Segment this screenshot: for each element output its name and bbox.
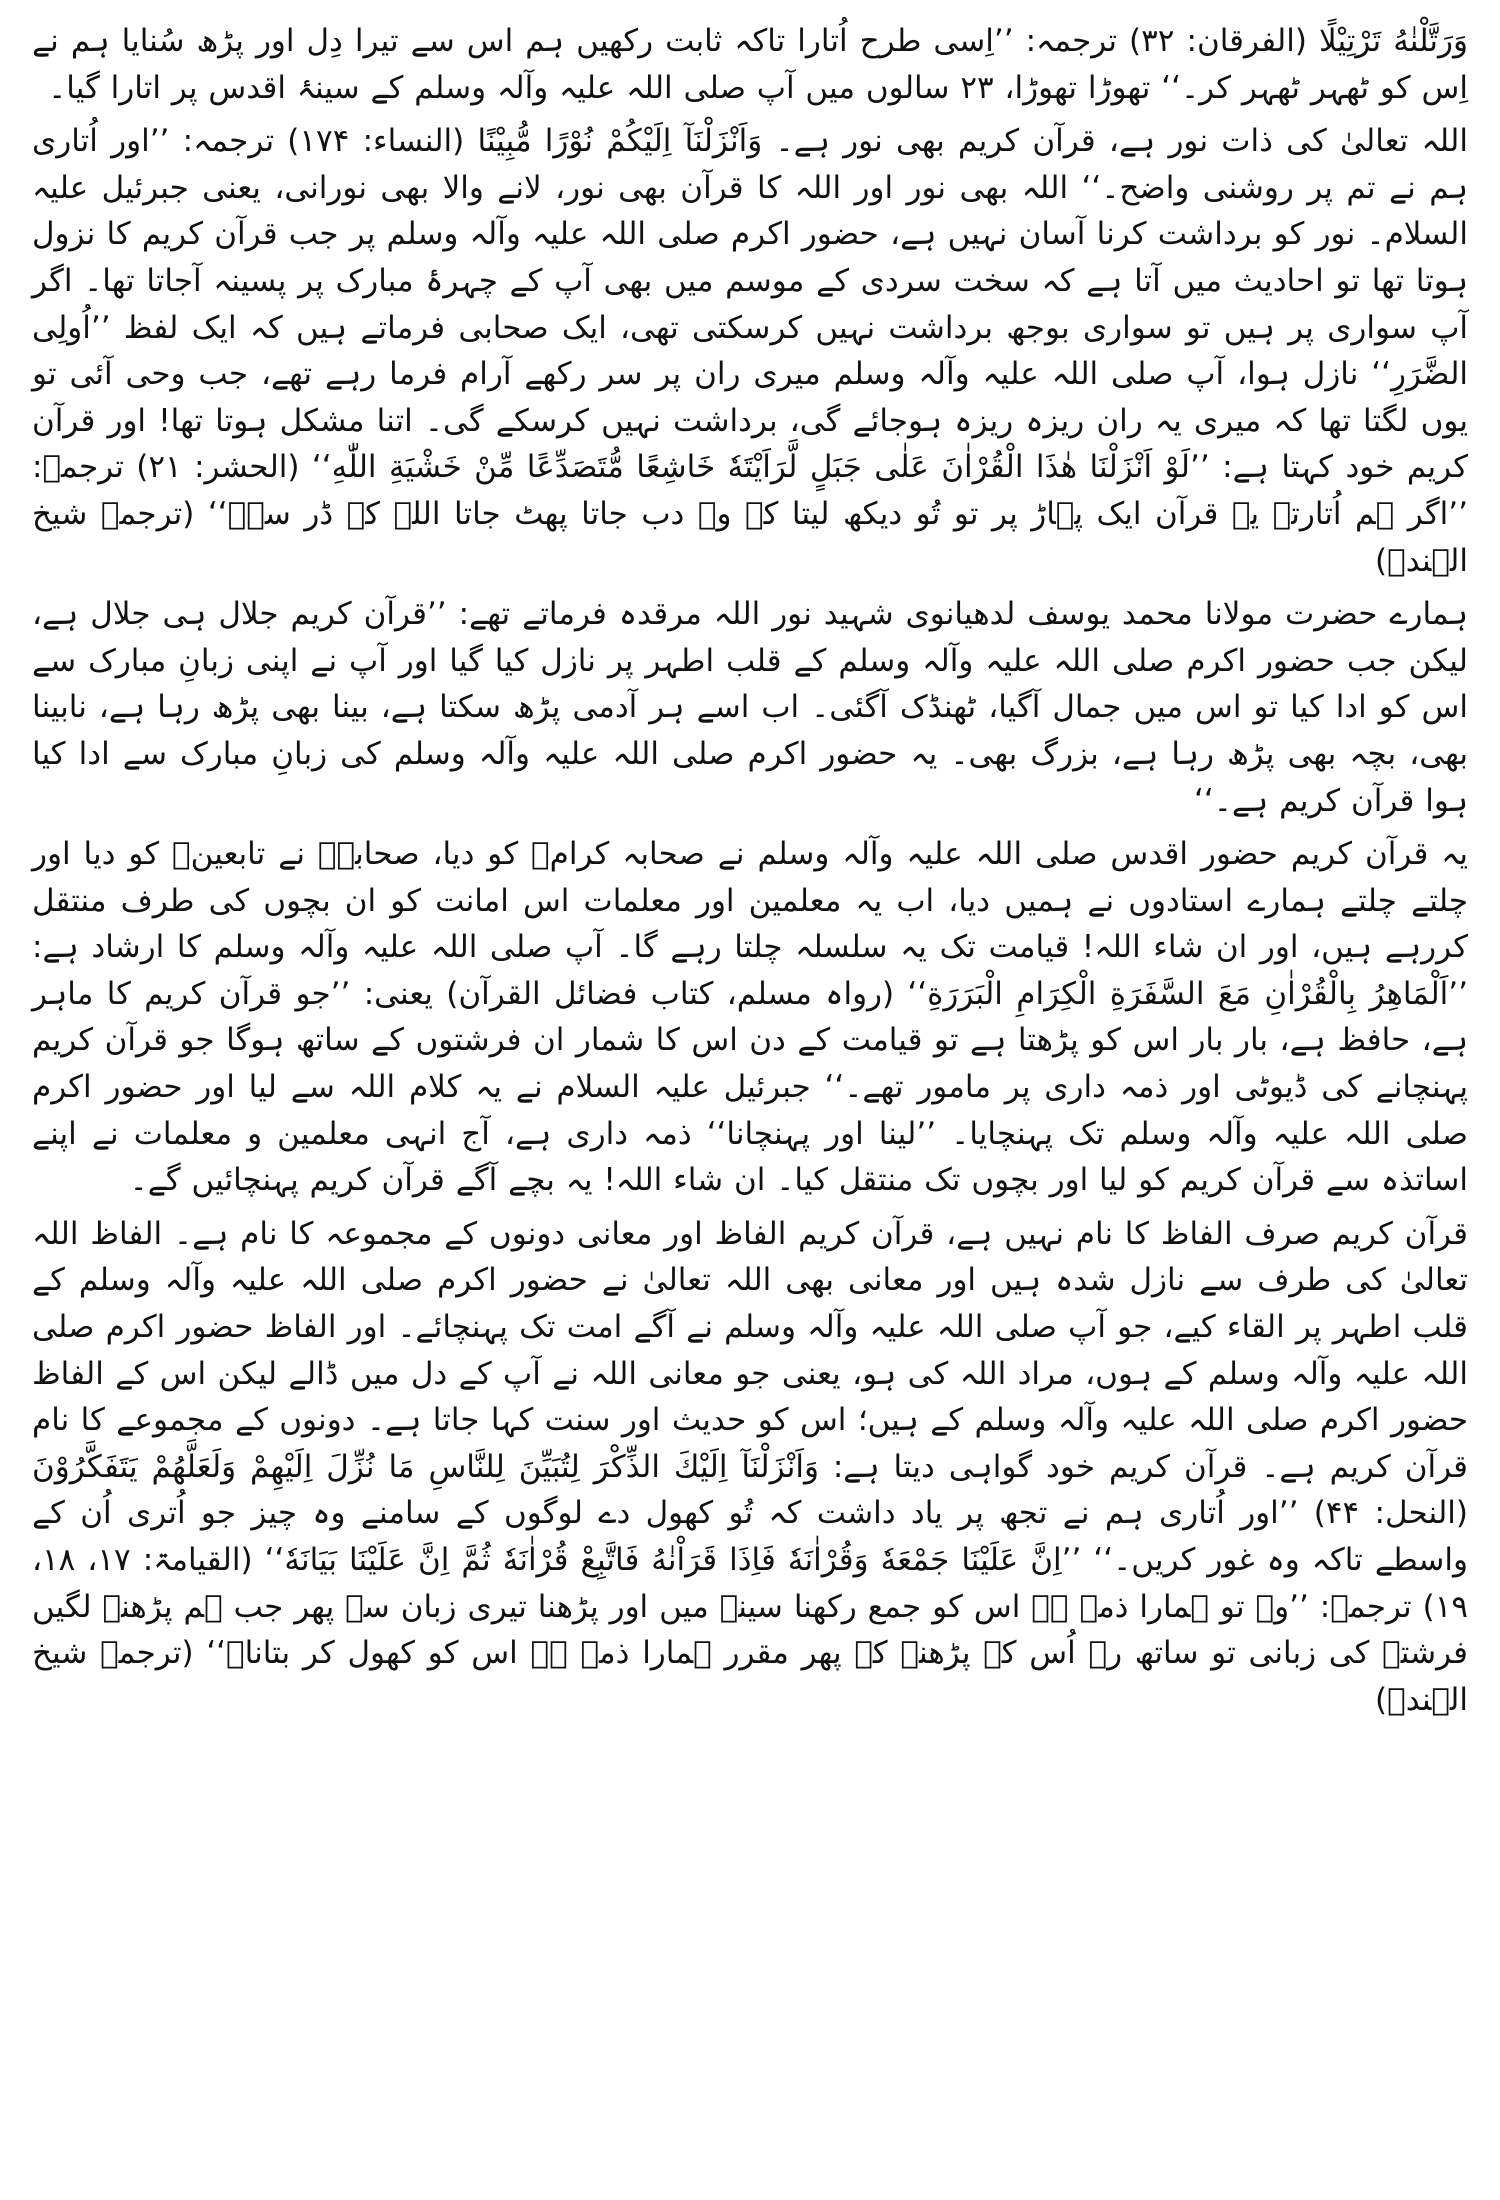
- urdu-text-body: [32, 18, 1468, 1723]
- paragraph-revelation-gradual: وَرَتَّلْنٰهُ تَرْتِيْلًا (الفرقان: ۳۲) ترجمہ: ’’اِسی طرح اُتارا تاکہ ثابت رکھیں ہم اس سے تیرا دِل اور پڑھ سُنایا ہم نے اِس کو ٹھہر ٹھہر کر۔‘‘ تھوڑا تھوڑا، ۲۳ سالوں میں آپ صلی اللہ علیہ وآلہ وسلم کے سینۂ اقدس پر اتارا گیا۔: [32, 23, 1468, 106]
- paragraph-words-and-meanings: قرآن کریم صرف الفاظ کا نام نہیں ہے، قرآن کریم الفاظ اور معانی دونوں کے مجموعہ کا نام ہے۔ الفاظ اللہ تعالیٰ کی طرف سے نازل شدہ ہیں اور معانی بھی اللہ تعالیٰ نے حضور اکرم صلی اللہ علیہ وآلہ وسلم کے قلب اطہر پر القاء کیے، جو آپ صلی اللہ علیہ وآلہ وسلم نے آگے امت تک پہنچائے۔ اور الفاظ حضور اکرم صلی اللہ علیہ وآلہ وسلم کے ہوں، مراد اللہ کی ہو، یعنی جو معانی اللہ نے آپ کے دل میں ڈالے لیکن اس کے الفاظ حضور اکرم صلی اللہ علیہ وآلہ وسلم کے ہیں؛ اس کو حدیث اور سنت کہا جاتا ہے۔ دونوں کے مجموعے کا نام قرآن کریم ہے۔ قرآن کریم خود گواہی دیتا ہے: وَاَنْزَلْنَآ اِلَيْكَ الذِّكْرَ لِتُبَيِّنَ لِلنَّاسِ مَا نُزِّلَ اِلَيْهِمْ وَلَعَلَّهُمْ يَتَفَكَّرُوْنَ (النحل: ۴۴) ’’اور اُتاری ہم نے تجھ پر یاد داشت کہ تُو کھول دے لوگوں کے سامنے وہ چیز جو اُتری اُن کے واسطے تاکہ وہ غور کریں۔‘‘ ’’اِنَّ عَلَيْنَا جَمْعَهٗ وَقُرْاٰنَهٗ فَاِذَا قَرَاْنٰهُ فَاتَّبِعْ قُرْاٰنَهٗ ثُمَّ اِنَّ عَلَيْنَا بَيَانَهٗ‘‘ (القیامۃ: ۱۷، ۱۸، ۱۹) ترجمہ: ’’وہ تو ہمارا ذمہ ہے اس کو جمع رکھنا سینہ میں اور پڑھنا تیری زبان سے پھر جب ہم پڑھنے لگیں فرشتہ کی زبانی تو ساتھ رہ اُس کے پڑھنے کے پھر مقرر ہمارا ذمہ ہے اس کو کھول کر بتانا۔‘‘ (ترجمہ شیخ الہندؒ): [32, 1215, 1468, 1718]
- paragraph-chain-of-transmission: یہ قرآن کریم حضور اقدس صلی اللہ علیہ وآلہ وسلم نے صحابہ کرامؓ کو دیا، صحابہؓ نے تابعینؒ کو دیا اور چلتے چلتے ہمارے استادوں نے ہمیں دیا، اب یہ معلمین اور معلمات اس امانت کو ان بچوں کی طرف منتقل کررہے ہیں، اور ان شاء اللہ! قیامت تک یہ سلسلہ چلتا رہے گا۔ آپ صلی اللہ علیہ وآلہ وسلم کا ارشاد ہے: ’’اَلْمَاهِرُ بِالْقُرْاٰنِ مَعَ السَّفَرَةِ الْكِرَامِ الْبَرَرَةِ‘‘ (رواہ مسلم، کتاب فضائل القرآن) یعنی: ’’جو قرآن کریم کا ماہر ہے، حافظ ہے، بار بار اس کو پڑھتا ہے تو قیامت کے دن اس کا شمار ان فرشتوں کے ساتھ ہوگا جو قرآن کریم پہنچانے کی ڈیوٹی اور ذمہ داری پر مامور تھے۔‘‘ جبرئیل علیہ السلام نے یہ کلام اللہ سے لیا اور حضور اکرم صلی اللہ علیہ وآلہ وسلم تک پہنچایا۔ ’’لینا اور پہنچانا‘‘ ذمہ داری ہے، آج انہی معلمین و معلمات نے اپنے اساتذہ سے قرآن کریم کو لیا اور بچوں تک منتقل کیا۔ ان شاء اللہ! یہ بچے آگے قرآن کریم پہنچائیں گے۔: [32, 836, 1468, 1199]
- paragraph-jalal-jamal: ہمارے حضرت مولانا محمد یوسف لدھیانوی شہید نور اللہ مرقدہ فرماتے تھے: ’’قرآن کریم جلال ہی جلال ہے، لیکن جب حضور اکرم صلی اللہ علیہ وآلہ وسلم کے قلب اطہر پر نازل کیا گیا اور آپ نے اپنی زبانِ مبارک سے اس کو ادا کیا تو اس میں جمال آگیا، ٹھنڈک آگئی۔ اب اسے ہر آدمی پڑھ سکتا ہے، بینا بھی پڑھ رہا ہے، نابینا بھی، بچہ بھی پڑھ رہا ہے، بزرگ بھی۔ یہ حضور اکرم صلی اللہ علیہ وآلہ وسلم کی زبانِ مبارک سے ادا کیا ہوا قرآن کریم ہے۔‘‘: [32, 596, 1468, 819]
- paragraph-quran-is-light: اللہ تعالیٰ کی ذات نور ہے، قرآن کریم بھی نور ہے۔ وَاَنْزَلْنَآ اِلَيْكُمْ نُوْرًا مُّبِيْنًا (النساء: ۱۷۴) ترجمہ: ’’اور اُتاری ہم نے تم پر روشنی واضح۔‘‘ اللہ بھی نور اور اللہ کا قرآن بھی نور، لانے والا بھی نورانی، یعنی جبرئیل علیہ السلام۔ نور کو برداشت کرنا آسان نہیں ہے، حضور اکرم صلی اللہ علیہ وآلہ وسلم پر جب قرآن کریم کا نزول ہوتا تھا تو احادیث میں آتا ہے کہ سخت سردی کے موسم میں بھی آپ کے چہرۂ مبارک پر پسینہ آجاتا تھا۔ اگر آپ سواری پر ہیں تو سواری بوجھ برداشت نہیں کرسکتی تھی، ایک صحابی فرماتے ہیں کہ ایک لفظ ’’اُولِی الضَّرَرِ‘‘ نازل ہوا، آپ صلی اللہ علیہ وآلہ وسلم میری ران پر سر رکھے آرام فرما رہے تھے، جب وحی آئی تو یوں لگتا تھا کہ میری یہ ران ریزہ ریزہ ہوجائے گی، برداشت نہیں کرسکے گی۔ اتنا مشکل ہوتا تھا! اور قرآن کریم خود کہتا ہے: ’’لَوْ اَنْزَلْنَا هٰذَا الْقُرْاٰنَ عَلٰى جَبَلٍ لَّرَاَيْتَهٗ خَاشِعًا مُّتَصَدِّعًا مِّنْ خَشْيَةِ اللّٰهِ‘‘ (الحشر: ۲۱) ترجمہ: ’’اگر ہم اُتارتے یہ قرآن ایک پہاڑ پر تو تُو دیکھ لیتا کہ وہ دب جاتا پھٹ جاتا اللہ کے ڈر سے۔‘‘ (ترجمہ شیخ الہندؒ): [32, 123, 1468, 579]
